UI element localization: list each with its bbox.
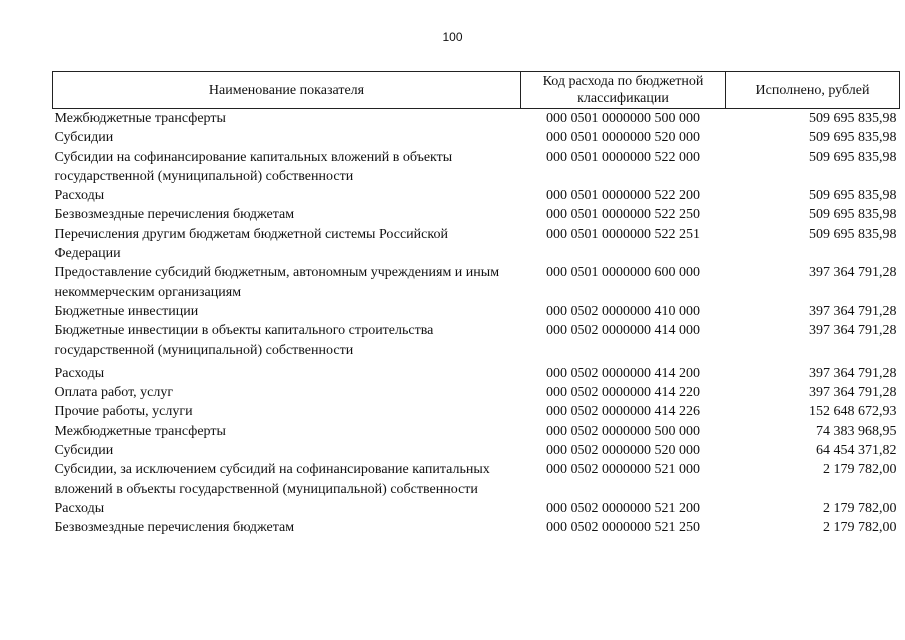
row-code: 000 0501 0000000 600 000 (546, 265, 700, 281)
row-code: 000 0502 0000000 410 000 (546, 303, 700, 319)
row-code: 000 0501 0000000 522 200 (546, 188, 700, 204)
row-amount: 397 364 791,28 (809, 323, 897, 339)
table-row (53, 422, 900, 441)
table-row (53, 109, 900, 129)
row-name: Субсидии (54, 443, 114, 459)
row-amount: 2 179 782,00 (823, 520, 897, 536)
row-name: Прочие работы, услуги (54, 404, 193, 420)
row-amount: 509 695 835,98 (809, 207, 897, 223)
row-amount: 397 364 791,28 (809, 303, 897, 319)
table-row (53, 402, 900, 421)
header-indicator-name: Наименование показателя (53, 72, 521, 109)
row-code: 000 0502 0000000 414 000 (546, 323, 700, 339)
table-row (53, 441, 900, 460)
row-name: Оплата работ, услуг (54, 385, 174, 401)
table-row (53, 302, 900, 321)
row-amount: 397 364 791,28 (809, 365, 897, 381)
row-code: 000 0501 0000000 522 250 (546, 207, 700, 223)
row-amount: 74 383 968,95 (816, 423, 897, 439)
row-amount: 2 179 782,00 (823, 500, 897, 516)
row-code: 000 0501 0000000 522 000 (546, 149, 700, 165)
table-header-row (53, 72, 900, 109)
row-name: Безвозмездные перечисления бюджетам (54, 207, 295, 223)
row-name: Бюджетные инвестиции в объекты капитального строительства государственной (муниципальной) собственности (54, 323, 434, 358)
row-name: Межбюджетные трансферты (54, 423, 226, 439)
row-code: 000 0502 0000000 521 000 (546, 462, 700, 478)
row-code: 000 0502 0000000 520 000 (546, 443, 700, 459)
row-name: Субсидии, за исключением субсидий на софинансирование капитальных вложений в объекты государственной (муниципальной) собственности (54, 462, 490, 497)
table-row (53, 186, 900, 205)
row-code: 000 0501 0000000 500 000 (546, 111, 700, 126)
row-name: Бюджетные инвестиции (54, 303, 199, 319)
row-amount: 397 364 791,28 (809, 385, 897, 401)
row-code: 000 0502 0000000 414 226 (546, 404, 700, 420)
row-amount: 509 695 835,98 (809, 188, 897, 204)
table-row (53, 383, 900, 402)
row-amount: 64 454 371,82 (816, 443, 897, 459)
row-name: Расходы (54, 365, 105, 381)
row-amount: 509 695 835,98 (809, 111, 897, 126)
table-row (53, 128, 900, 147)
row-name: Предоставление субсидий бюджетным, автономным учреждениям и иным некоммерческим организациям (54, 265, 500, 300)
row-name: Безвозмездные перечисления бюджетам (54, 520, 295, 536)
row-code: 000 0501 0000000 520 000 (546, 130, 700, 146)
header-budget-code: Код расхода по бюджетной классификации (521, 72, 726, 109)
budget-execution-table (52, 71, 900, 538)
table-row (53, 148, 900, 187)
row-code: 000 0502 0000000 521 200 (546, 500, 700, 516)
row-amount: 397 364 791,28 (809, 265, 897, 281)
row-name: Расходы (54, 188, 105, 204)
table-row (53, 225, 900, 264)
row-name: Межбюджетные трансферты (54, 111, 226, 126)
table-row (53, 205, 900, 224)
table-row (53, 460, 900, 499)
row-code: 000 0502 0000000 500 000 (546, 423, 700, 439)
row-amount: 2 179 782,00 (823, 462, 897, 478)
row-amount: 509 695 835,98 (809, 130, 897, 146)
row-amount: 152 648 672,93 (809, 404, 897, 420)
table-row (53, 499, 900, 518)
page-number: 100 (442, 30, 463, 44)
row-name: Субсидии на софинансирование капитальных вложений в объекты государственной (муниципальной) собственности (54, 149, 453, 184)
table-row (53, 360, 900, 383)
row-code: 000 0502 0000000 521 250 (546, 520, 700, 536)
table-row (53, 518, 900, 537)
row-amount: 509 695 835,98 (809, 149, 897, 165)
row-code: 000 0502 0000000 414 220 (546, 385, 700, 401)
row-name: Перечисления другим бюджетам бюджетной системы Российской Федерации (54, 226, 448, 262)
row-name: Субсидии (54, 130, 114, 146)
row-name: Расходы (54, 500, 105, 516)
table-row (53, 321, 900, 360)
header-executed-amount: Исполнено, рублей (726, 72, 900, 109)
table-row (53, 263, 900, 302)
row-amount: 509 695 835,98 (809, 226, 897, 242)
row-code: 000 0502 0000000 414 200 (546, 365, 700, 381)
row-code: 000 0501 0000000 522 251 (546, 226, 700, 242)
